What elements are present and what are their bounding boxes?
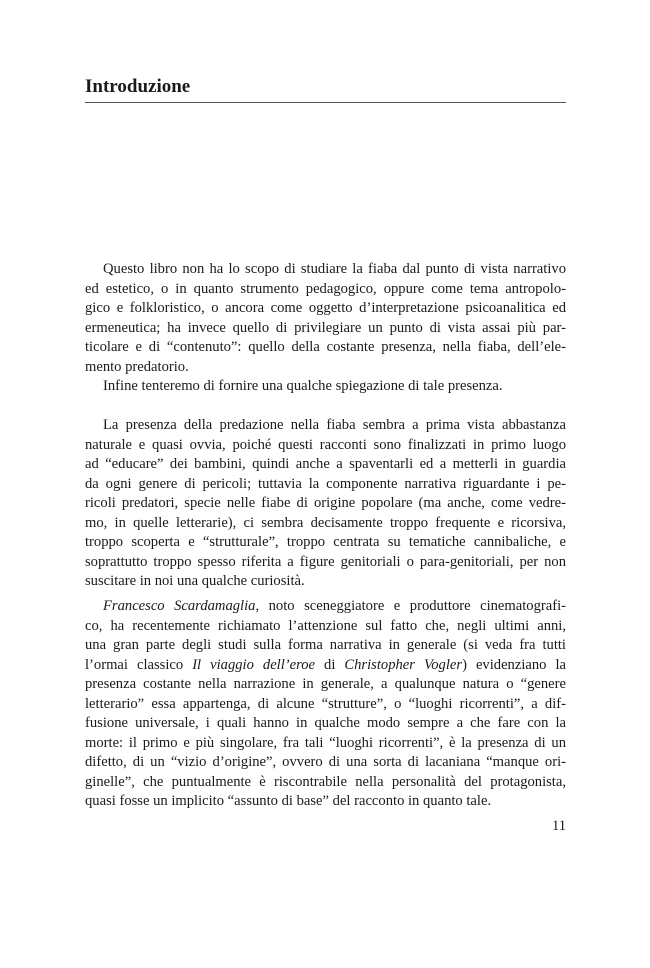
text-segment: ricoli predatori, specie nelle fiabe di origine popolare (ma anche, come vedre- — [85, 495, 566, 511]
text-segment: naturale e quasi ovvia, poiché questi racconti sono finalizzati in primo luogo — [85, 436, 566, 453]
text-segment: di — [315, 656, 345, 673]
text-line — [85, 714, 566, 734]
text-line — [85, 494, 566, 514]
text-segment: Infine tenteremo di fornire una qualche spiegazione di tale presenza. — [103, 378, 503, 394]
text-line — [85, 753, 566, 773]
text-line — [85, 533, 566, 553]
text-segment: ed estetico, o in quanto strumento pedagogico, oppure come tema antropolo- — [85, 280, 566, 297]
italic-text: Francesco Scardamaglia — [103, 598, 256, 614]
text-segment: letterario” essa appartenga, di alcune “strutture”, o “luoghi ricorrenti”, a dif- — [85, 695, 566, 712]
text-segment: fusione universale, i quali hanno in qualche modo sempre a che fare con la — [85, 715, 566, 731]
text-segment: da ogni genere di pericoli; tuttavia la componente narrativa riguardante i pe- — [85, 475, 566, 492]
text-line — [85, 617, 566, 637]
text-line — [85, 734, 566, 754]
text-segment: una gran parte degli studi sulla forma narrativa in generale (si veda fra tutti — [85, 637, 566, 653]
text-segment: troppo scoperta e “strutturale”, troppo centrata su tematiche cannibaliche, e — [85, 534, 566, 550]
text-segment: quasi fosse un implicito “assunto di base” del racconto in quanto tale. — [85, 793, 492, 809]
paragraph-3 — [85, 597, 566, 812]
text-line — [85, 597, 566, 617]
text-line — [85, 319, 566, 339]
text-segment: La presenza della predazione nella fiaba sembra a prima vista abbastanza — [103, 417, 566, 433]
text-segment: mo, in quelle letterarie), ci sembra decisamente troppo frequente e ricorsiva, — [85, 514, 566, 531]
text-line — [85, 514, 566, 534]
text-segment: mento predatorio. — [85, 358, 189, 375]
text-segment: soprattutto troppo spesso riferita a figure genitoriali o para-genitoriali, per non — [85, 553, 566, 570]
title-divider — [85, 102, 566, 103]
text-line — [85, 792, 566, 812]
text-segment: , noto sceneggiatore e produttore cinematografi- — [255, 598, 566, 614]
page-number: 11 — [551, 818, 566, 834]
text-line — [85, 280, 566, 300]
text-segment: ticolare e di “contenuto”: quello della costante presenza, nella fiaba, dell’ele- — [85, 339, 566, 355]
paragraph-1 — [85, 260, 566, 397]
text-line — [85, 377, 566, 397]
text-segment: gico e folkloristico, o ancora come oggetto d’interpretazione psicoanalitica ed — [85, 300, 566, 316]
text-line — [85, 656, 566, 676]
text-segment: suscitare in noi una qualche curiosità. — [85, 573, 305, 589]
text-segment: ermeneutica; ha invece quello di privilegiare un punto di vista assai più par- — [85, 319, 566, 336]
text-segment: co, ha recentemente richiamato l’attenzione sul fatto che, negli ultimi anni, — [85, 617, 566, 634]
text-segment: ) evidenziano la — [462, 656, 566, 673]
chapter-title: Introduzione — [85, 76, 191, 97]
text-line — [85, 455, 566, 475]
text-line — [85, 436, 566, 456]
text-line — [85, 338, 566, 358]
text-segment: Questo libro non ha lo scopo di studiare la fiaba dal punto di vista narrativo — [103, 261, 566, 277]
text-segment: difetto, di un “vizio d’origine”, ovvero di una sorta di lacaniana “manque ori- — [85, 754, 566, 770]
text-segment: ad “educare” dei bambini, quindi anche a spaventarli ed a metterli in guardia — [85, 456, 566, 472]
text-line — [85, 636, 566, 656]
text-line — [85, 572, 566, 592]
paragraph-2 — [85, 416, 566, 592]
text-segment: presenza costante nella narrazione in generale, a qualunque natura o “genere — [85, 676, 566, 692]
text-line — [85, 773, 566, 793]
italic-text: Christopher Vogler — [344, 656, 463, 673]
text-line — [85, 299, 566, 319]
italic-text: Il viaggio dell’eroe — [192, 656, 316, 673]
text-line — [85, 416, 566, 436]
text-line — [85, 358, 566, 378]
text-line — [85, 260, 566, 280]
text-segment: morte: il primo e più singolare, fra tali “luoghi ricorrenti”, è la presenza di un — [85, 734, 566, 751]
text-segment: ginelle”, che puntualmente è riscontrabile nella personalità del protagonista, — [85, 773, 566, 790]
text-segment: l’ormai classico — [85, 656, 193, 673]
text-line — [85, 553, 566, 573]
text-line — [85, 695, 566, 715]
text-line — [85, 475, 566, 495]
text-line — [85, 675, 566, 695]
